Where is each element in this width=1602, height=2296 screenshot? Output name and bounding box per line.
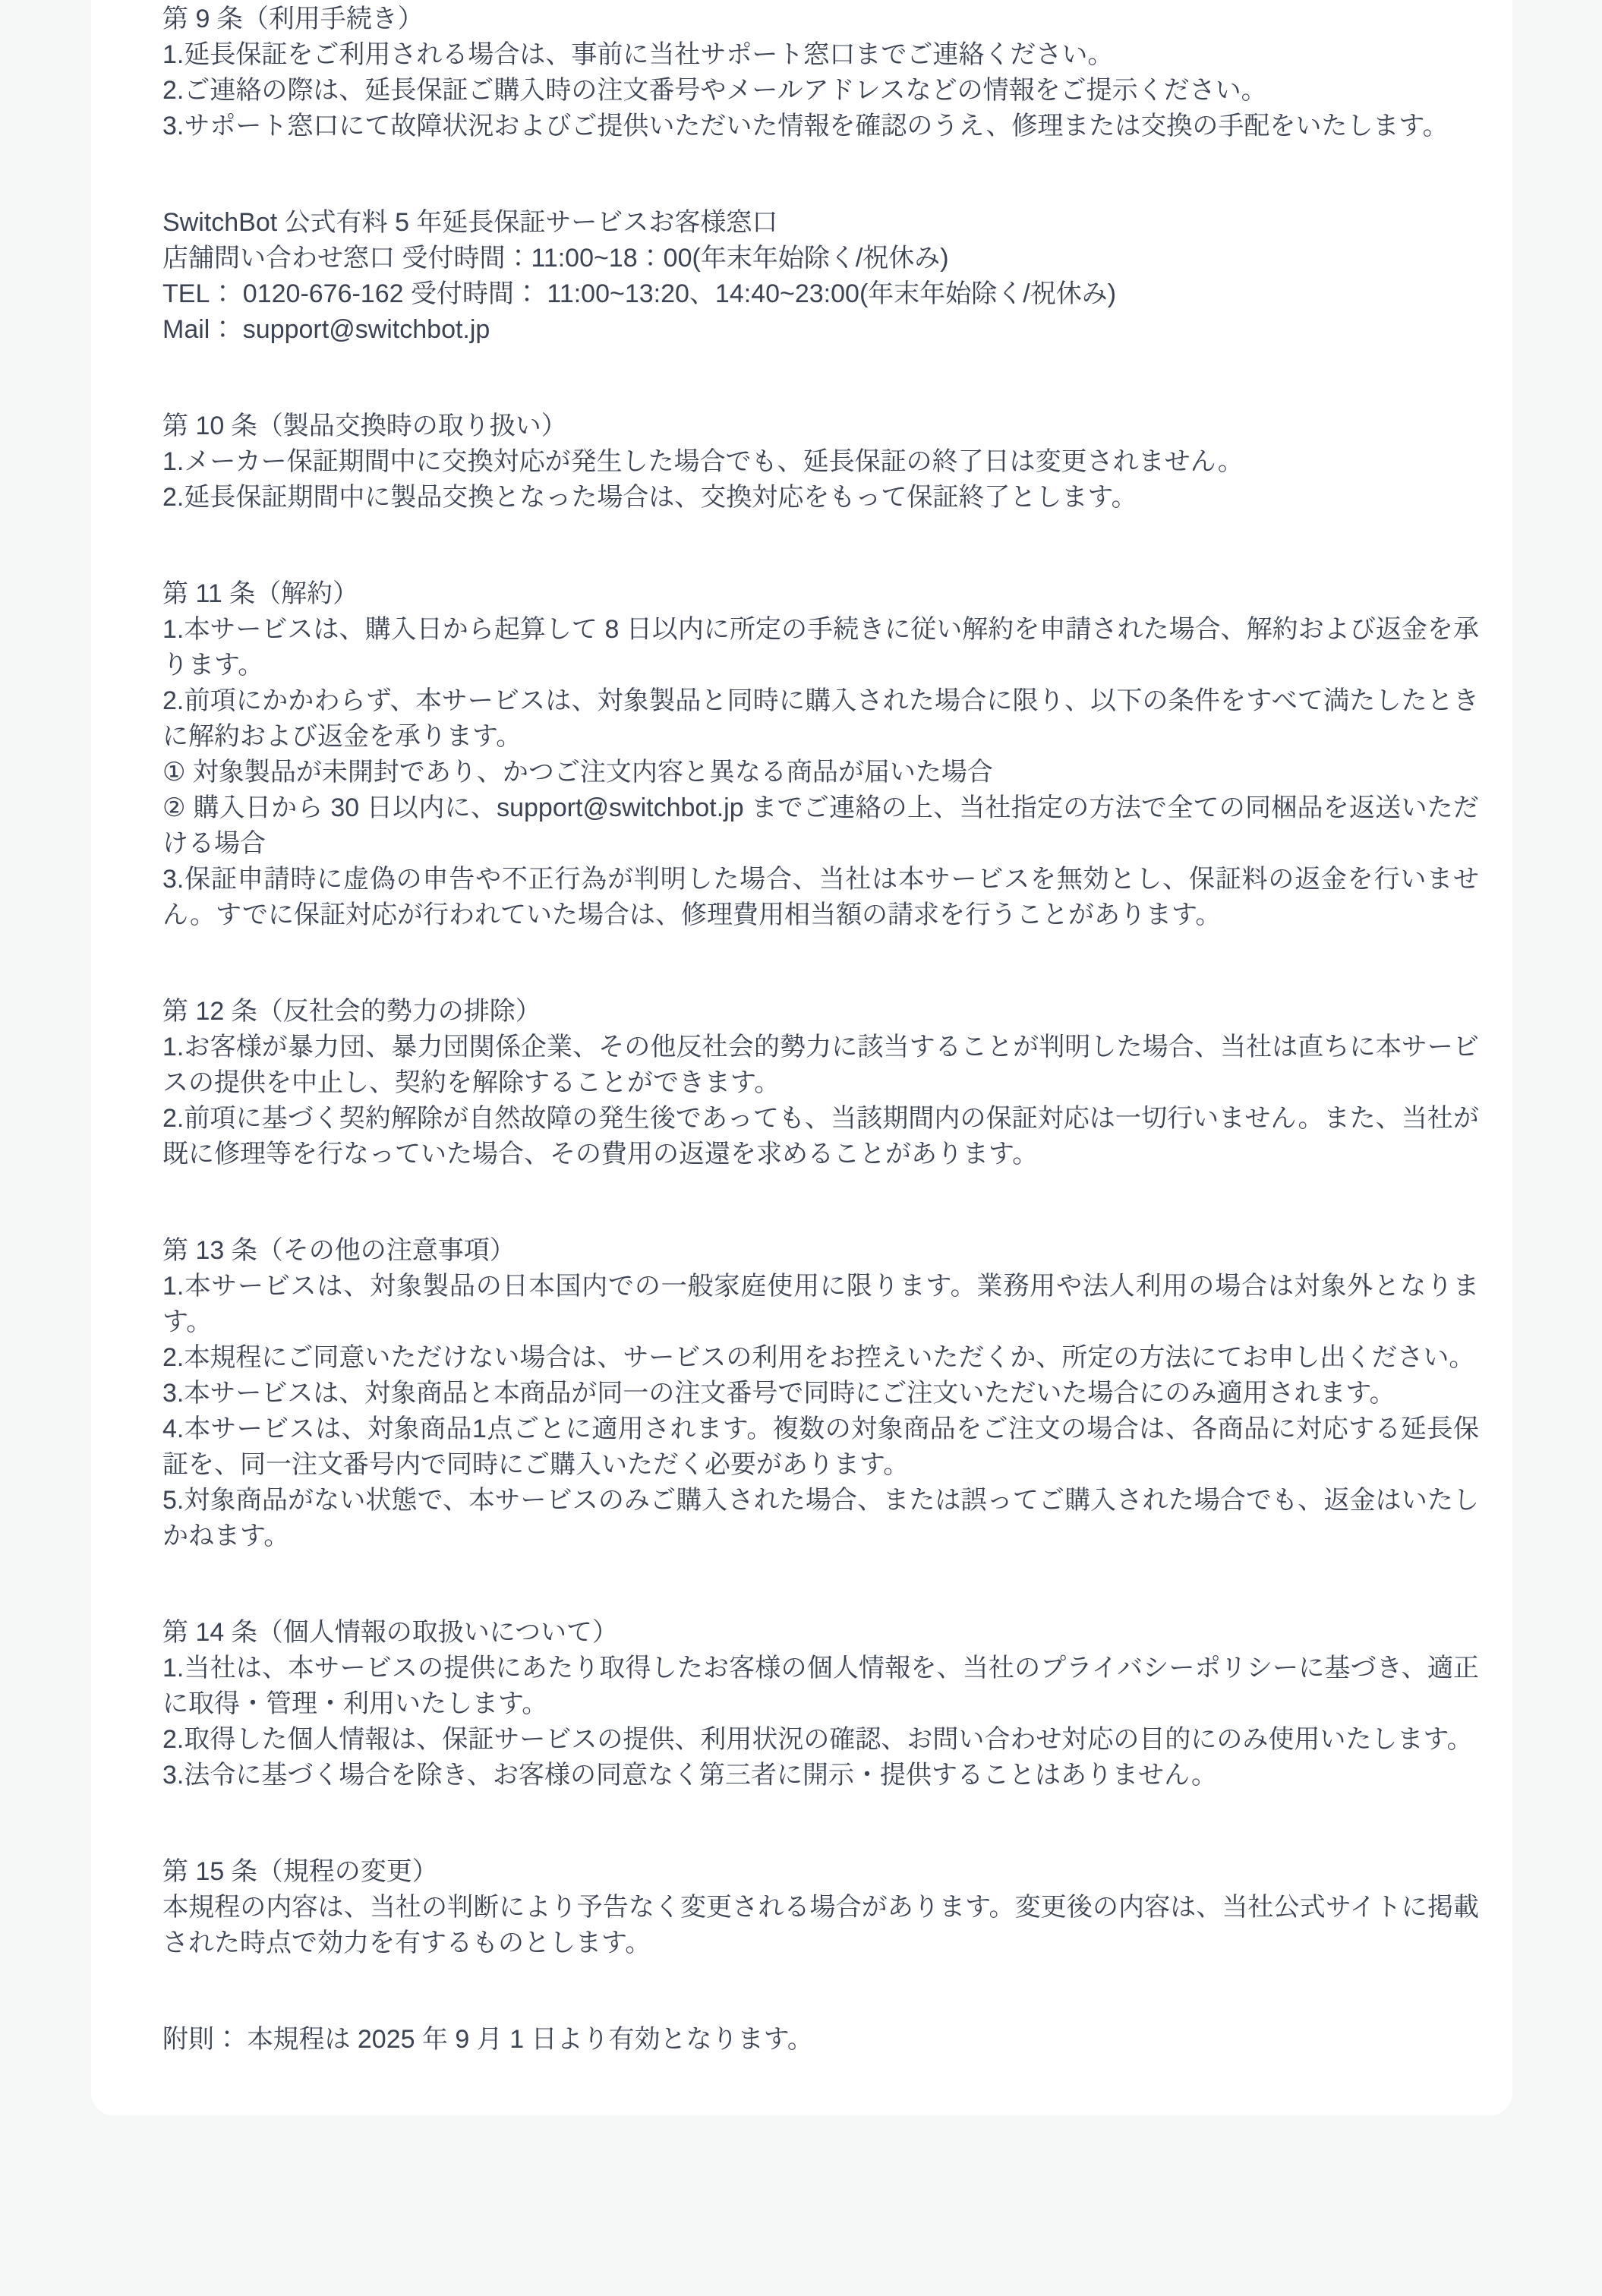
paragraph: 店舗問い合わせ窓口 受付時間：11:00~18：00(年末年始除く/祝休み) xyxy=(162,244,949,273)
paragraph: 2.前項にかかわらず、本サービスは、対象製品と同時に購入された場合に限り、以下の条件をすべて満たしたときに解約および返金を承ります。 xyxy=(162,686,1479,751)
section-title: 第 12 条（反社会的勢力の排除） xyxy=(162,997,541,1026)
section-title: 第 14 条（個人情報の取扱いについて） xyxy=(162,1618,619,1647)
section-title: 第 15 条（規程の変更） xyxy=(162,1857,438,1886)
section-title: 第 11 条（解約） xyxy=(162,579,359,608)
terms-section xyxy=(162,1615,1479,1793)
paragraph: 3.サポート窓口にて故障状況およびご提供いただいた情報を確認のうえ、修理または交換の手配をいたします。 xyxy=(162,112,1449,140)
terms-sections-container xyxy=(162,2,1479,2058)
paragraph: Mail： support@switchbot.jp xyxy=(162,315,490,344)
paragraph: 3.本サービスは、対象商品と本商品が同一の注文番号で同時にご注文いただいた場合にのみ適用されます。 xyxy=(162,1379,1395,1408)
paragraph: 1.本サービスは、対象製品の日本国内での一般家庭使用に限ります。業務用や法人利用の場合は対象外となります。 xyxy=(162,1272,1479,1336)
section-title: 第 9 条（利用手続き） xyxy=(162,5,424,33)
terms-section xyxy=(162,1854,1479,1961)
paragraph: 2.取得した個人情報は、保証サービスの提供、利用状況の確認、お問い合わせ対応の目的にのみ使用いたします。 xyxy=(162,1725,1473,1754)
paragraph: ① 対象製品が未開封であり、かつご注文内容と異なる商品が届いた場合 xyxy=(162,758,993,787)
paragraph: 2.ご連絡の際は、延長保証ご購入時の注文番号やメールアドレスなどの情報をご提示ください。 xyxy=(162,76,1267,105)
terms-document-card xyxy=(91,0,1512,2115)
terms-section xyxy=(162,994,1479,1172)
paragraph: 1.メーカー保証期間中に交換対応が発生した場合でも、延長保証の終了日は変更されません。 xyxy=(162,447,1244,476)
paragraph: 1.当社は、本サービスの提供にあたり取得したお客様の個人情報を、当社のプライバシーポリシーに基づき、適正に取得・管理・利用いたします。 xyxy=(162,1654,1479,1718)
section-title: 第 10 条（製品交換時の取り扱い） xyxy=(162,412,567,440)
terms-section xyxy=(162,205,1479,348)
paragraph: 1.延長保証をご利用される場合は、事前に当社サポート窓口までご連絡ください。 xyxy=(162,40,1114,69)
paragraph: 1.本サービスは、購入日から起算して 8 日以内に所定の手続きに従い解約を申請された場合、解約および返金を承ります。 xyxy=(162,615,1479,680)
section-title: 第 13 条（その他の注意事項） xyxy=(162,1236,516,1265)
terms-section xyxy=(162,2,1479,144)
terms-section xyxy=(162,2022,1479,2058)
terms-section xyxy=(162,1233,1479,1554)
paragraph: 4.本サービスは、対象商品1点ごとに適用されます。複数の対象商品をご注文の場合は、各商品に対応する延長保証を、同一注文番号内で同時にご購入いただく必要があります。 xyxy=(162,1414,1479,1479)
paragraph: 3.保証申請時に虚偽の申告や不正行為が判明した場合、当社は本サービスを無効とし、保証料の返金を行いません。すでに保証対応が行われていた場合は、修理費用相当額の請求を行うことがあります。 xyxy=(162,865,1479,929)
paragraph: TEL： 0120-676-162 受付時間： 11:00~13:20、14:40~23:00(年末年始除く/祝休み) xyxy=(162,279,1117,308)
paragraph: 附則： 本規程は 2025 年 9 月 1 日より有効となります。 xyxy=(162,2025,813,2054)
terms-section xyxy=(162,576,1479,933)
paragraph: 2.延長保証期間中に製品交換となった場合は、交換対応をもって保証終了とします。 xyxy=(162,483,1137,512)
paragraph: 1.お客様が暴力団、暴力団関係企業、その他反社会的勢力に該当することが判明した場合、当社は直ちに本サービスの提供を中止し、契約を解除することができます。 xyxy=(162,1033,1479,1097)
section-title: SwitchBot 公式有料 5 年延長保証サービスお客様窓口 xyxy=(162,208,778,237)
terms-section xyxy=(162,408,1479,516)
paragraph: ② 購入日から 30 日以内に、support@switchbot.jp までご連絡の上、当社指定の方法で全ての同梱品を返送いただける場合 xyxy=(162,793,1479,858)
paragraph: 3.法令に基づく場合を除き、お客様の同意なく第三者に開示・提供することはありません。 xyxy=(162,1761,1218,1790)
paragraph: 2.本規程にご同意いただけない場合は、サービスの利用をお控えいただくか、所定の方法にてお申し出ください。 xyxy=(162,1343,1475,1372)
paragraph: 5.対象商品がない状態で、本サービスのみご購入された場合、または誤ってご購入された場合でも、返金はいたしかねます。 xyxy=(162,1486,1479,1550)
paragraph: 本規程の内容は、当社の判断により予告なく変更される場合があります。変更後の内容は、当社公式サイトに掲載された時点で効力を有するものとします。 xyxy=(162,1893,1479,1957)
paragraph: 2.前項に基づく契約解除が自然故障の発生後であっても、当該期間内の保証対応は一切行いません。また、当社が既に修理等を行なっていた場合、その費用の返還を求めることがあります。 xyxy=(162,1104,1479,1168)
